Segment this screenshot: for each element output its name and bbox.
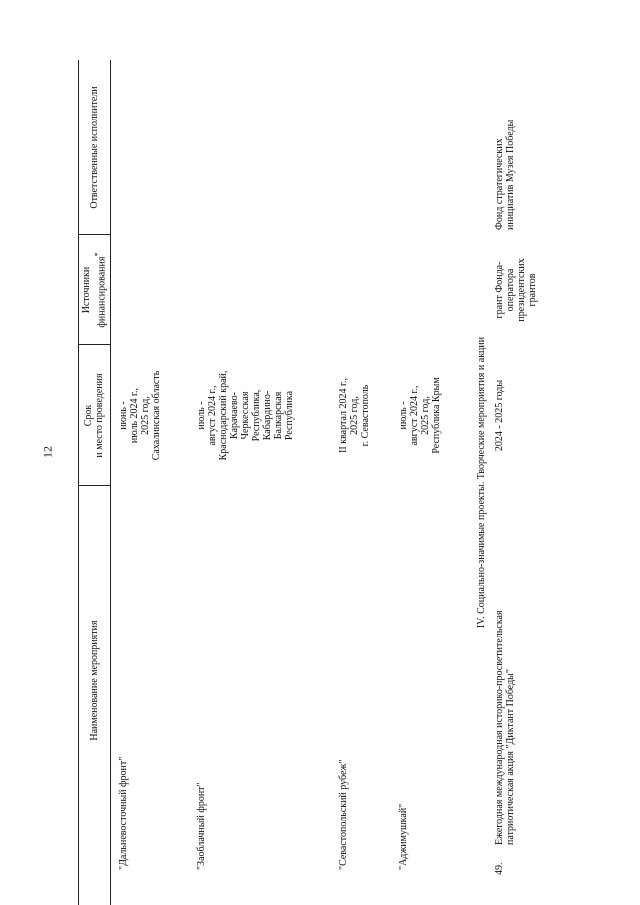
item-49-source: грант Фонда- оператора президентских грантов [494, 258, 538, 322]
item-49-number: 49. [494, 862, 505, 875]
row-3-name: "Севастопольский рубеж" [338, 759, 349, 870]
header-source: Источники финансирования* [80, 252, 108, 328]
item-49-responsible: Фонд стратегических инициатив Музея Победы [494, 119, 516, 230]
row-2-name: "Заоблачный фронт" [196, 782, 207, 870]
item-49-term: 2024 - 2025 годы [494, 379, 505, 452]
row-4-name: "Аджимушкай" [398, 803, 409, 870]
header-bottom-border [110, 60, 111, 905]
header-name: Наименование мероприятия [88, 620, 100, 741]
rotated-table [0, 60, 595, 905]
row-3-term: II квартал 2024 г., 2025 год, г. Севастополь [338, 378, 371, 453]
header-term: Срок и место проведения [83, 373, 105, 458]
row-4-term: июль - август 2024 г., 2025 год, Республика Крым [398, 377, 442, 454]
row-1-term: июнь - июль 2024 г., 2025 год, Сахалинская область [118, 370, 162, 461]
page-number: 12 [40, 446, 55, 458]
header-responsible: Ответственные исполнители [88, 86, 100, 209]
section-title: IV. Социально-значимые проекты. Творческие мероприятия и акции [476, 336, 487, 629]
item-49-name: Ежегодная международная историко-просветительская патриотическая акция "Диктант Победы" [494, 610, 516, 845]
row-2-term: июль - август 2024 г., Краснодарский край, Карачаево- Черкесская Республика, Кабардино- Балкарская Республика [196, 370, 295, 461]
row-1-name: "Дальневосточный фронт" [118, 756, 129, 870]
